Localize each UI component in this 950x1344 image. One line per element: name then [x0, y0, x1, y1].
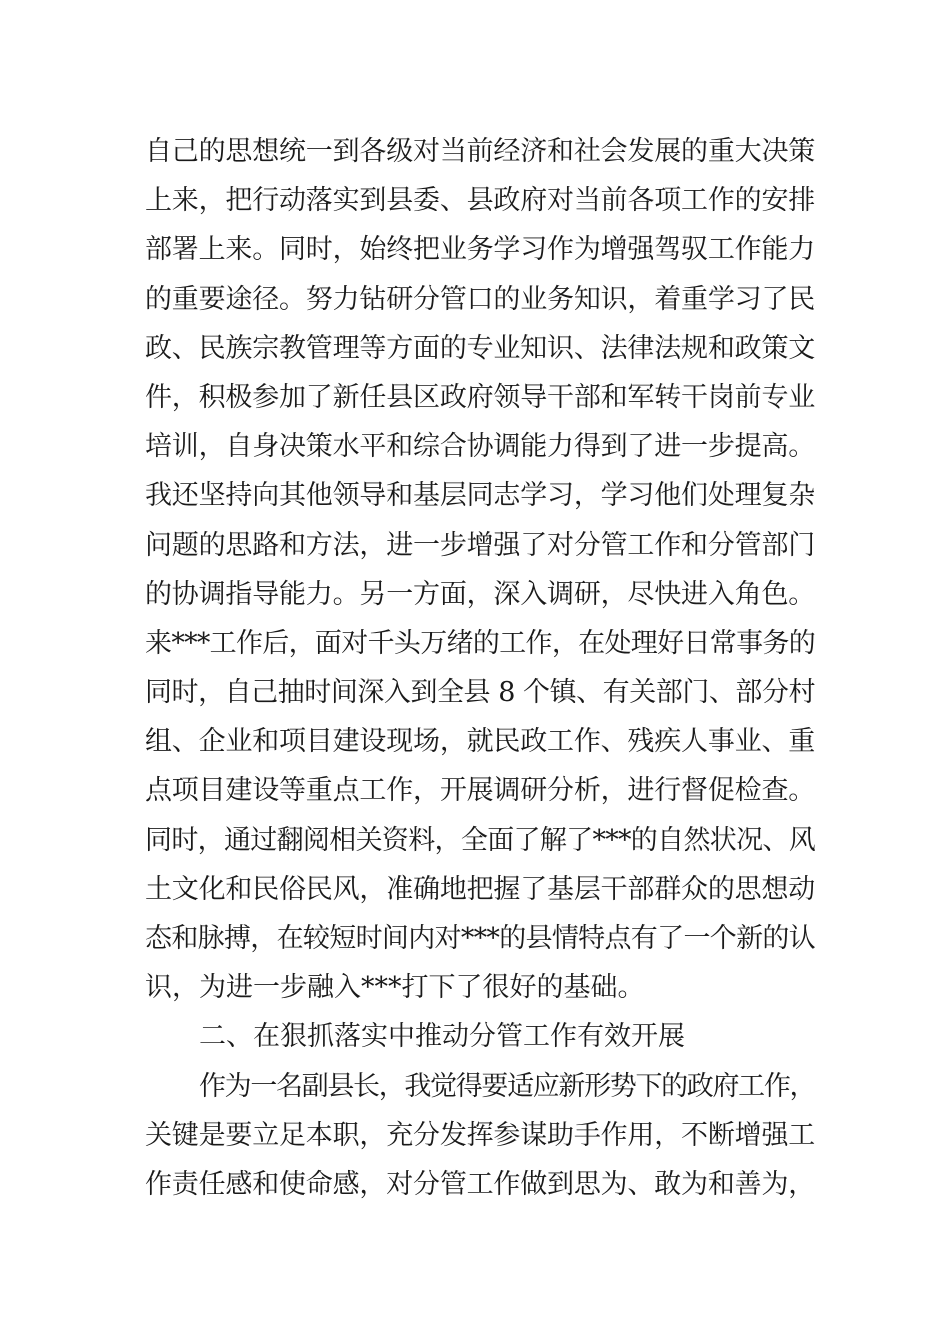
- text-line: 同时，通过翻阅相关资料，全面了解了***的自然状况、风: [145, 824, 815, 856]
- text-line: 培训，自身决策水平和综合协调能力得到了进一步提高。: [145, 431, 815, 463]
- text-line: 同时，自己抽时间深入到全县 8 个镇、有关部门、部分村: [145, 677, 815, 709]
- text-line: 点项目建设等重点工作，开展调研分析，进行督促检查。: [145, 775, 815, 807]
- text-line: 件，积极参加了新任县区政府领导干部和军转干岗前专业: [145, 381, 815, 413]
- text-line: 问题的思路和方法，进一步增强了对分管工作和分管部门: [145, 529, 815, 561]
- paragraph-end-line: 识，为进一步融入***打下了很好的基础。: [145, 972, 645, 1004]
- text-line: 态和脉搏，在较短时间内对***的县情特点有了一个新的认: [145, 923, 815, 954]
- body-text: [145, 127, 815, 1209]
- text-line: 上来，把行动落实到县委、县政府对当前各项工作的安排: [145, 185, 815, 217]
- text-line: 关键是要立足本职，充分发挥参谋助手作用，不断增强工: [145, 1119, 815, 1151]
- text-line: 自己的思想统一到各级对当前经济和社会发展的重大决策: [145, 136, 815, 167]
- text-line: 的协调指导能力。另一方面，深入调研，尽快进入角色。: [145, 578, 815, 610]
- text-line: 的重要途径。努力钻研分管口的业务知识，着重学习了民: [145, 283, 815, 315]
- text-line: 作责任感和使命感，对分管工作做到思为、敢为和善为，: [145, 1168, 815, 1200]
- text-line: 组、企业和项目建设现场，就民政工作、残疾人事业、重: [145, 726, 815, 758]
- paragraph-first-line: 作为一名副县长，我觉得要适应新形势下的政府工作，: [199, 1070, 815, 1102]
- text-line: 政、民族宗教管理等方面的专业知识、法律法规和政策文: [145, 332, 815, 364]
- text-line: 我还坚持向其他领导和基层同志学习，学习他们处理复杂: [145, 480, 815, 512]
- text-line: 土文化和民俗民风，准确地把握了基层干部群众的思想动: [145, 873, 815, 905]
- text-line: 部署上来。同时，始终把业务学习作为增强驾驭工作能力: [145, 234, 815, 266]
- section-heading: 二、在狠抓落实中推动分管工作有效开展: [199, 1021, 685, 1053]
- text-line: 来***工作后，面对千头万绪的工作，在处理好日常事务的: [145, 627, 815, 659]
